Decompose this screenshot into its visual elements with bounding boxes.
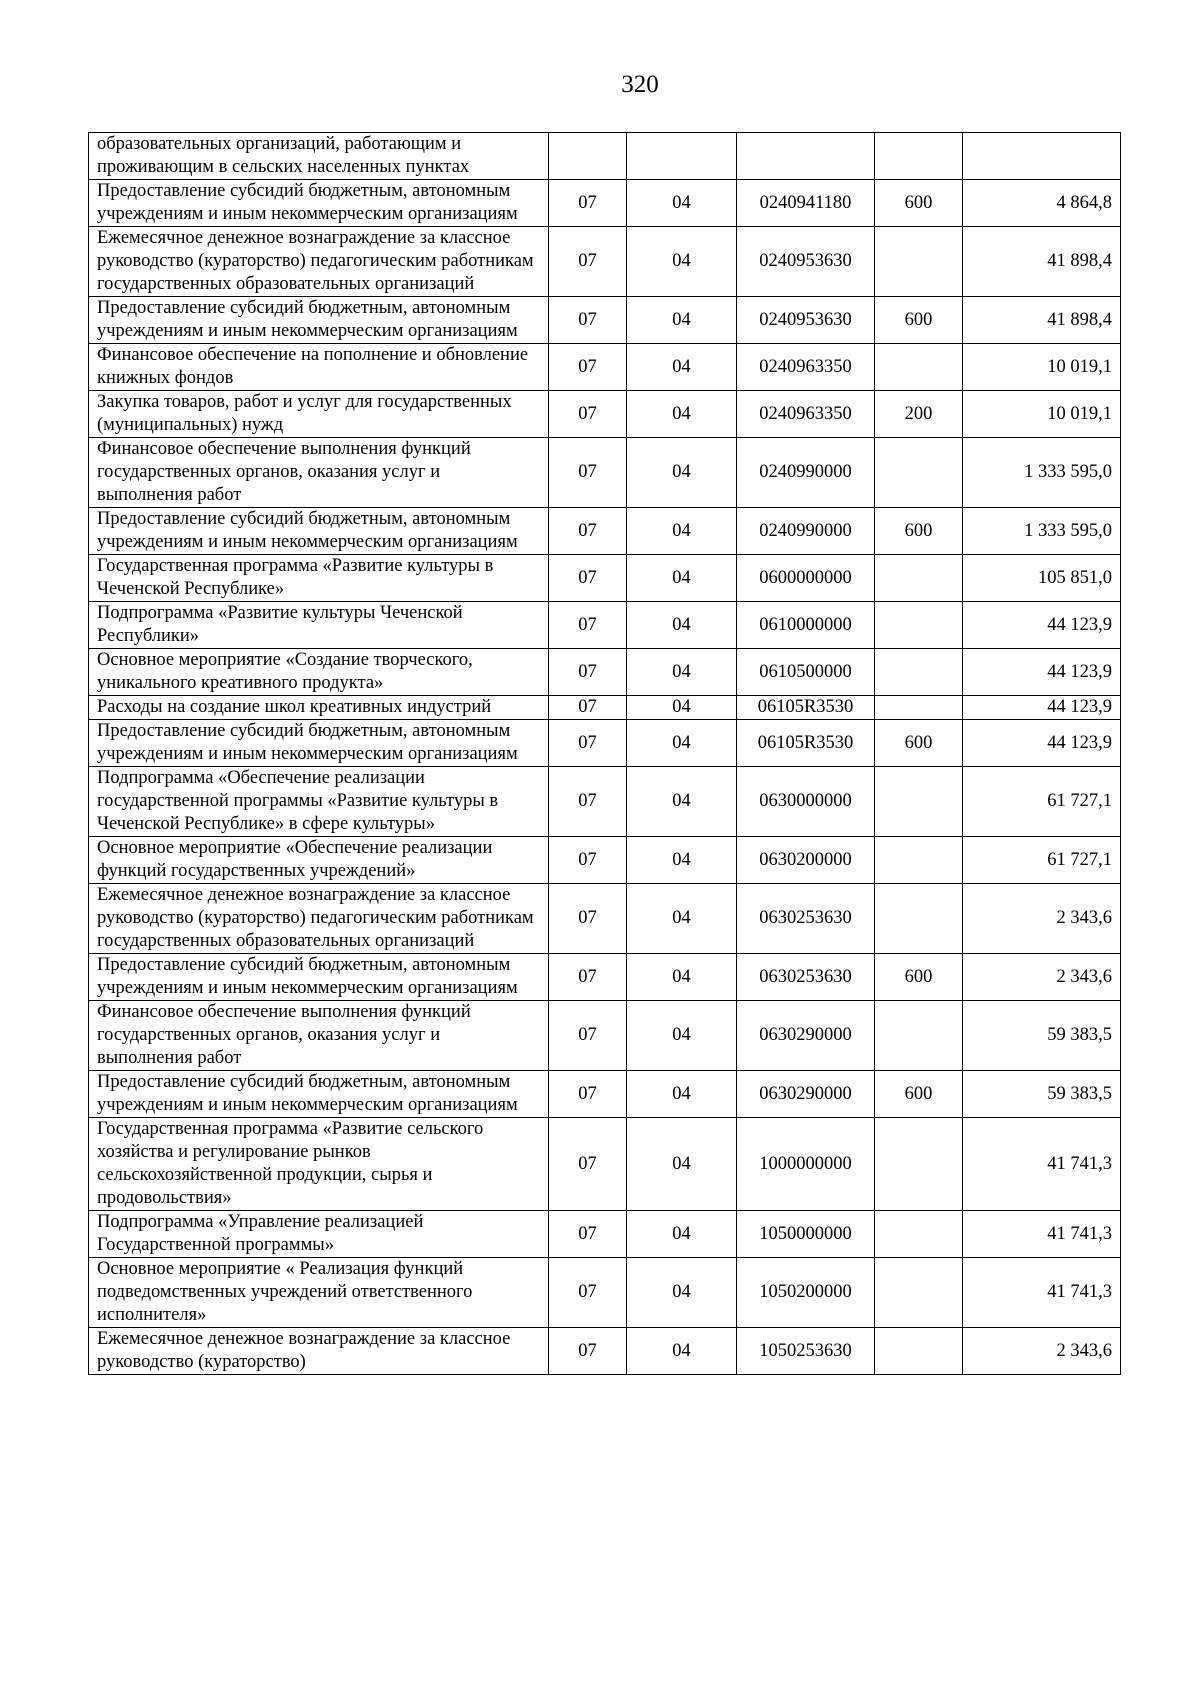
row-name-cell: Основное мероприятие «Создание творческого, уникального креативного продукта» <box>89 649 549 696</box>
row-amount-cell: 10 019,1 <box>963 391 1121 438</box>
table-row <box>89 767 1121 837</box>
table-row <box>89 391 1121 438</box>
row-expense-type-cell: 600 <box>875 508 963 555</box>
row-subsection-cell: 04 <box>627 649 737 696</box>
budget-table <box>88 132 1121 1375</box>
row-name-cell: Ежемесячное денежное вознаграждение за классное руководство (кураторство) педагогическим работникам государственных образовательных организаций <box>89 884 549 954</box>
row-name-cell: Государственная программа «Развитие сельского хозяйства и регулирование рынков сельскохозяйственной продукции, сырья и продовольствия» <box>89 1118 549 1211</box>
table-row <box>89 1258 1121 1328</box>
row-expense-type-cell <box>875 602 963 649</box>
table-row <box>89 344 1121 391</box>
row-target-article-cell: 0240990000 <box>737 508 875 555</box>
table-row <box>89 227 1121 297</box>
row-section-cell: 07 <box>549 954 627 1001</box>
row-target-article-cell: 0630000000 <box>737 767 875 837</box>
row-target-article-cell: 1000000000 <box>737 1118 875 1211</box>
row-subsection-cell: 04 <box>627 297 737 344</box>
row-amount-cell: 1 333 595,0 <box>963 508 1121 555</box>
row-name-cell: Финансовое обеспечение выполнения функций государственных органов, оказания услуг и выполнения работ <box>89 1001 549 1071</box>
table-row <box>89 602 1121 649</box>
row-section-cell: 07 <box>549 438 627 508</box>
row-subsection-cell: 04 <box>627 344 737 391</box>
row-expense-type-cell <box>875 767 963 837</box>
row-amount-cell: 2 343,6 <box>963 954 1121 1001</box>
row-name-cell: Закупка товаров, работ и услуг для государственных (муниципальных) нужд <box>89 391 549 438</box>
table-row <box>89 438 1121 508</box>
row-expense-type-cell <box>875 1118 963 1211</box>
row-subsection-cell: 04 <box>627 954 737 1001</box>
row-target-article-cell: 1050253630 <box>737 1328 875 1375</box>
row-expense-type-cell: 600 <box>875 180 963 227</box>
row-target-article-cell: 0630200000 <box>737 837 875 884</box>
row-name-cell: Основное мероприятие «Обеспечение реализации функций государственных учреждений» <box>89 837 549 884</box>
row-section-cell: 07 <box>549 344 627 391</box>
row-section-cell: 07 <box>549 884 627 954</box>
row-section-cell: 07 <box>549 1001 627 1071</box>
row-target-article-cell: 0240941180 <box>737 180 875 227</box>
row-section-cell: 07 <box>549 391 627 438</box>
row-target-article-cell: 0240990000 <box>737 438 875 508</box>
row-section-cell: 07 <box>549 1258 627 1328</box>
row-expense-type-cell <box>875 133 963 180</box>
row-expense-type-cell <box>875 438 963 508</box>
row-expense-type-cell: 600 <box>875 1071 963 1118</box>
row-section-cell: 07 <box>549 767 627 837</box>
row-amount-cell: 44 123,9 <box>963 602 1121 649</box>
table-row <box>89 1001 1121 1071</box>
row-name-cell: Основное мероприятие « Реализация функций подведомственных учреждений ответственного исполнителя» <box>89 1258 549 1328</box>
table-row <box>89 508 1121 555</box>
row-amount-cell: 59 383,5 <box>963 1001 1121 1071</box>
table-row <box>89 954 1121 1001</box>
table-row <box>89 884 1121 954</box>
row-subsection-cell: 04 <box>627 180 737 227</box>
row-name-cell: Подпрограмма «Обеспечение реализации государственной программы «Развитие культуры в Чеченской Республике» в сфере культуры» <box>89 767 549 837</box>
row-subsection-cell: 04 <box>627 767 737 837</box>
row-name-cell: Предоставление субсидий бюджетным, автономным учреждениям и иным некоммерческим организациям <box>89 180 549 227</box>
row-target-article-cell: 0600000000 <box>737 555 875 602</box>
row-expense-type-cell <box>875 1328 963 1375</box>
row-subsection-cell: 04 <box>627 1118 737 1211</box>
row-subsection-cell: 04 <box>627 1071 737 1118</box>
row-target-article-cell: 0610000000 <box>737 602 875 649</box>
row-section-cell: 07 <box>549 1211 627 1258</box>
table-row <box>89 555 1121 602</box>
row-amount-cell: 10 019,1 <box>963 344 1121 391</box>
row-name-cell: Финансовое обеспечение на пополнение и обновление книжных фондов <box>89 344 549 391</box>
row-section-cell: 07 <box>549 297 627 344</box>
row-expense-type-cell <box>875 837 963 884</box>
row-section-cell: 07 <box>549 555 627 602</box>
row-expense-type-cell <box>875 1001 963 1071</box>
row-amount-cell: 2 343,6 <box>963 884 1121 954</box>
row-section-cell: 07 <box>549 1118 627 1211</box>
row-target-article-cell: 06105R3530 <box>737 720 875 767</box>
row-target-article-cell: 0240963350 <box>737 391 875 438</box>
row-expense-type-cell <box>875 1211 963 1258</box>
row-section-cell: 07 <box>549 649 627 696</box>
row-target-article-cell: 0240953630 <box>737 227 875 297</box>
row-section-cell: 07 <box>549 227 627 297</box>
row-target-article-cell: 0240963350 <box>737 344 875 391</box>
row-subsection-cell: 04 <box>627 1328 737 1375</box>
row-name-cell: Предоставление субсидий бюджетным, автономным учреждениям и иным некоммерческим организациям <box>89 954 549 1001</box>
row-subsection-cell: 04 <box>627 1001 737 1071</box>
table-row <box>89 1071 1121 1118</box>
row-subsection-cell: 04 <box>627 391 737 438</box>
row-target-article-cell: 0240953630 <box>737 297 875 344</box>
row-section-cell: 07 <box>549 508 627 555</box>
row-amount-cell: 1 333 595,0 <box>963 438 1121 508</box>
row-subsection-cell: 04 <box>627 602 737 649</box>
table-row <box>89 180 1121 227</box>
row-amount-cell: 41 741,3 <box>963 1118 1121 1211</box>
row-subsection-cell: 04 <box>627 1258 737 1328</box>
row-expense-type-cell: 200 <box>875 391 963 438</box>
row-name-cell: Предоставление субсидий бюджетным, автономным учреждениям и иным некоммерческим организациям <box>89 720 549 767</box>
row-expense-type-cell <box>875 227 963 297</box>
row-name-cell: Государственная программа «Развитие культуры в Чеченской Республике» <box>89 555 549 602</box>
row-name-cell: Подпрограмма «Развитие культуры Чеченской Республики» <box>89 602 549 649</box>
row-subsection-cell: 04 <box>627 696 737 720</box>
row-subsection-cell: 04 <box>627 227 737 297</box>
row-amount-cell: 41 898,4 <box>963 227 1121 297</box>
row-amount-cell: 105 851,0 <box>963 555 1121 602</box>
row-name-cell: Предоставление субсидий бюджетным, автономным учреждениям и иным некоммерческим организациям <box>89 1071 549 1118</box>
row-target-article-cell: 1050000000 <box>737 1211 875 1258</box>
table-row <box>89 1211 1121 1258</box>
row-amount-cell <box>963 133 1121 180</box>
row-name-cell: Предоставление субсидий бюджетным, автономным учреждениям и иным некоммерческим организациям <box>89 508 549 555</box>
row-name-cell: Расходы на создание школ креативных индустрий <box>89 696 549 720</box>
row-section-cell <box>549 133 627 180</box>
table-row <box>89 297 1121 344</box>
row-subsection-cell: 04 <box>627 837 737 884</box>
row-target-article-cell: 0630290000 <box>737 1001 875 1071</box>
row-target-article-cell: 0630253630 <box>737 884 875 954</box>
row-expense-type-cell <box>875 649 963 696</box>
row-name-cell: Ежемесячное денежное вознаграждение за классное руководство (кураторство) педагогическим работникам государственных образовательных организаций <box>89 227 549 297</box>
row-name-cell: Ежемесячное денежное вознаграждение за классное руководство (кураторство) <box>89 1328 549 1375</box>
row-name-cell: Предоставление субсидий бюджетным, автономным учреждениям и иным некоммерческим организациям <box>89 297 549 344</box>
row-section-cell: 07 <box>549 1328 627 1375</box>
row-subsection-cell: 04 <box>627 720 737 767</box>
row-target-article-cell: 1050200000 <box>737 1258 875 1328</box>
row-subsection-cell: 04 <box>627 438 737 508</box>
row-name-cell: Финансовое обеспечение выполнения функций государственных органов, оказания услуг и выполнения работ <box>89 438 549 508</box>
row-target-article-cell: 06105R3530 <box>737 696 875 720</box>
row-subsection-cell: 04 <box>627 1211 737 1258</box>
row-name-cell: образовательных организаций, работающим и проживающим в сельских населенных пунктах <box>89 133 549 180</box>
row-expense-type-cell <box>875 555 963 602</box>
row-subsection-cell: 04 <box>627 508 737 555</box>
row-section-cell: 07 <box>549 180 627 227</box>
row-amount-cell: 44 123,9 <box>963 649 1121 696</box>
row-target-article-cell <box>737 133 875 180</box>
table-row <box>89 649 1121 696</box>
row-name-cell: Подпрограмма «Управление реализацией Государственной программы» <box>89 1211 549 1258</box>
row-section-cell: 07 <box>549 696 627 720</box>
budget-table-body <box>89 133 1121 1375</box>
row-section-cell: 07 <box>549 720 627 767</box>
row-expense-type-cell <box>875 884 963 954</box>
row-amount-cell: 59 383,5 <box>963 1071 1121 1118</box>
page-number: 320 <box>621 71 659 98</box>
row-amount-cell: 44 123,9 <box>963 720 1121 767</box>
row-amount-cell: 4 864,8 <box>963 180 1121 227</box>
row-expense-type-cell <box>875 696 963 720</box>
table-row <box>89 133 1121 180</box>
row-target-article-cell: 0630290000 <box>737 1071 875 1118</box>
row-target-article-cell: 0630253630 <box>737 954 875 1001</box>
row-section-cell: 07 <box>549 1071 627 1118</box>
table-row <box>89 837 1121 884</box>
row-subsection-cell: 04 <box>627 555 737 602</box>
row-target-article-cell: 0610500000 <box>737 649 875 696</box>
row-amount-cell: 44 123,9 <box>963 696 1121 720</box>
row-section-cell: 07 <box>549 837 627 884</box>
row-amount-cell: 2 343,6 <box>963 1328 1121 1375</box>
row-subsection-cell <box>627 133 737 180</box>
row-section-cell: 07 <box>549 602 627 649</box>
row-amount-cell: 41 741,3 <box>963 1258 1121 1328</box>
table-row <box>89 720 1121 767</box>
table-row <box>89 696 1121 720</box>
row-amount-cell: 61 727,1 <box>963 837 1121 884</box>
row-expense-type-cell <box>875 344 963 391</box>
row-expense-type-cell <box>875 1258 963 1328</box>
row-amount-cell: 41 741,3 <box>963 1211 1121 1258</box>
row-amount-cell: 61 727,1 <box>963 767 1121 837</box>
table-row <box>89 1118 1121 1211</box>
row-amount-cell: 41 898,4 <box>963 297 1121 344</box>
row-expense-type-cell: 600 <box>875 297 963 344</box>
row-subsection-cell: 04 <box>627 884 737 954</box>
table-row <box>89 1328 1121 1375</box>
row-expense-type-cell: 600 <box>875 720 963 767</box>
row-expense-type-cell: 600 <box>875 954 963 1001</box>
